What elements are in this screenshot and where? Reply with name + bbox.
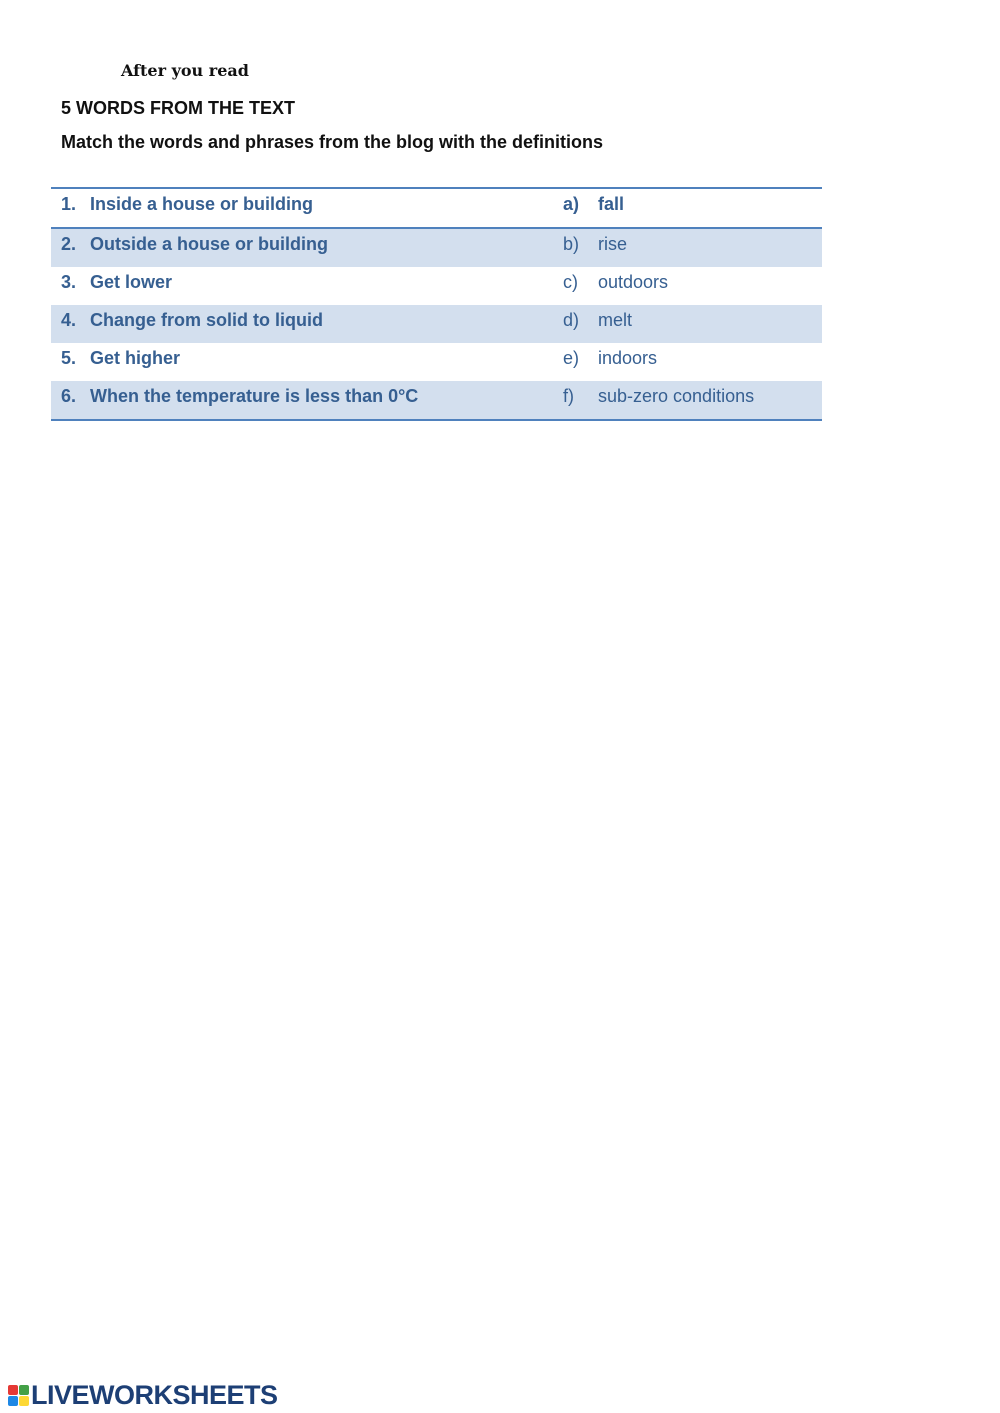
table-row bbox=[51, 229, 822, 267]
option-letter: e) bbox=[563, 348, 580, 368]
item-number: 3. bbox=[61, 272, 77, 292]
definition-text: Inside a house or building bbox=[90, 194, 314, 214]
item-number: 1. bbox=[61, 194, 77, 214]
item-number: 6. bbox=[61, 386, 77, 406]
table-row bbox=[51, 305, 822, 343]
table-row bbox=[51, 267, 822, 305]
option-letter: b) bbox=[563, 234, 580, 254]
item-number: 5. bbox=[61, 348, 77, 368]
option-word: sub-zero conditions bbox=[598, 386, 755, 406]
table-row bbox=[51, 189, 822, 229]
definition-text: Outside a house or building bbox=[90, 234, 329, 254]
option-letter: a) bbox=[563, 194, 580, 214]
table-row bbox=[51, 381, 822, 419]
option-letter: d) bbox=[563, 310, 580, 330]
option-letter: f) bbox=[563, 386, 574, 406]
instructions: Match the words and phrases from the blog with the definitions bbox=[61, 132, 604, 152]
table-row bbox=[51, 343, 822, 381]
definition-text: Get lower bbox=[90, 272, 173, 292]
definition-text: Get higher bbox=[90, 348, 181, 368]
item-number: 4. bbox=[61, 310, 77, 330]
item-number: 2. bbox=[61, 234, 77, 254]
liveworksheets-logo-icon bbox=[8, 1385, 29, 1406]
definition-text: When the temperature is less than 0°C bbox=[90, 386, 419, 406]
option-word: indoors bbox=[598, 348, 658, 368]
option-word: rise bbox=[598, 234, 628, 254]
liveworksheets-logo bbox=[8, 1382, 278, 1409]
option-word: fall bbox=[598, 194, 625, 214]
section-title: 5 WORDS FROM THE TEXT bbox=[61, 98, 295, 118]
logo-text: LIVEWORKSHEETS bbox=[31, 1380, 278, 1410]
option-word: melt bbox=[598, 310, 633, 330]
definition-text: Change from solid to liquid bbox=[90, 310, 323, 330]
option-word: outdoors bbox=[598, 272, 669, 292]
pre-heading: After you read bbox=[121, 61, 249, 80]
option-letter: c) bbox=[563, 272, 578, 292]
matching-table bbox=[51, 187, 822, 421]
